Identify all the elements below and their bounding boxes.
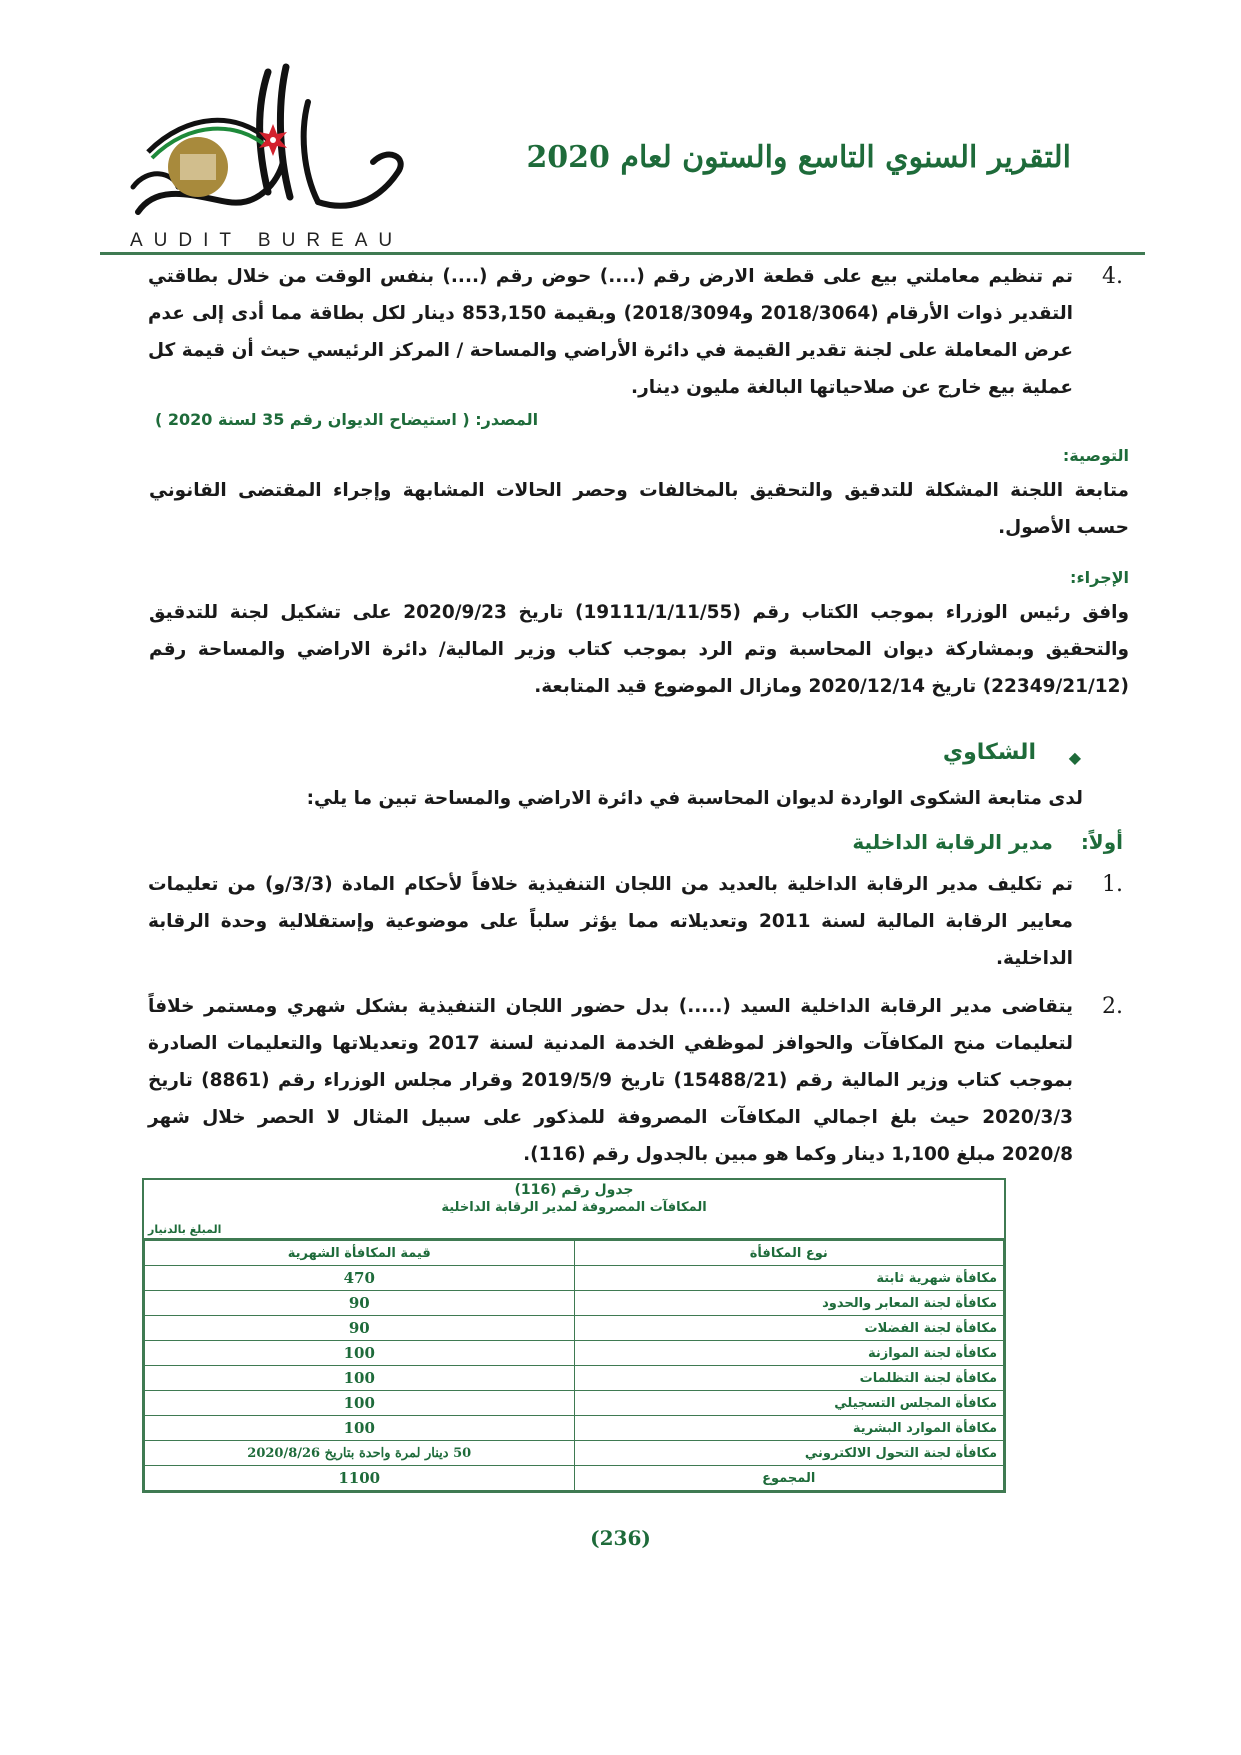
page-header [0, 0, 1241, 256]
table-row [145, 1341, 1004, 1366]
recommendation-text: متابعة اللجنة المشكلة للتدقيق والتحقيق بالمخالفات وحصر الحالات المشابهة وإجراء المقتضى القانوني حسب الأصول. [149, 480, 1129, 538]
reward-type: مكافأة شهرية ثابتة [574, 1266, 1004, 1291]
table-title: المكافآت المصروفة لمدير الرقابة الداخلية [441, 1200, 707, 1215]
logo-english-text: AUDIT BUREAU [130, 230, 404, 251]
table-total-row [145, 1466, 1004, 1491]
rewards-table [142, 1178, 1006, 1493]
reward-value: 470 [145, 1266, 575, 1291]
item-text: تم تنظيم معاملتي بيع على قطعة الارض رقم (....) حوض رقم (....) بنفس الوقت من خلال بطاقتي التقدير ذوات الأرقام (2018/3064 و2018/3094) وبقيمة 853,150 دينار لكل بطاقة مما أدى إلى عدم عرض المعاملة على لجنة تقدير القيمة في دائرة الأراضي والمساحة / المركز الرئيسي حيث أن قيمة كل عملية بيع خارج عن صلاحياتها البالغة مليون دينار. [148, 266, 1073, 398]
complaints-intro: لدى متابعة الشكوى الواردة لديوان المحاسبة في دائرة الاراضي والمساحة تبين ما يلي: [306, 788, 1083, 809]
header-type: نوع المكافأة [574, 1241, 1004, 1266]
recommendation-label: التوصية: [1062, 446, 1129, 465]
reward-value: 100 [145, 1416, 575, 1441]
reward-type: مكافأة لجنة المعابر والحدود [574, 1291, 1004, 1316]
page-number: (236) [590, 1526, 651, 1550]
reward-type: مكافأة لجنة الموازنة [574, 1341, 1004, 1366]
reward-value: 100 [145, 1366, 575, 1391]
diamond-bullet-icon: ◆ [1068, 748, 1081, 767]
table-unit: المبلغ بالدنيار [144, 1217, 1004, 1240]
reward-type: مكافأة الموارد البشرية [574, 1416, 1004, 1441]
reward-value: 100 [145, 1391, 575, 1416]
rewards-data-table [144, 1240, 1004, 1491]
reward-value: 90 [145, 1291, 575, 1316]
total-value: 1100 [145, 1466, 575, 1491]
table-row [145, 1391, 1004, 1416]
calligraphy-logo-icon [118, 62, 418, 232]
reward-type: مكافأة لجنة التظلمات [574, 1366, 1004, 1391]
table-row [145, 1316, 1004, 1341]
subsection-label: أولاً: [1080, 830, 1123, 854]
reward-type: مكافأة لجنة التحول الالكتروني [574, 1441, 1004, 1466]
complaints-heading: الشكاوي [942, 740, 1036, 765]
table-row [145, 1266, 1004, 1291]
table-row [145, 1291, 1004, 1316]
reward-value: 90 [145, 1316, 575, 1341]
reward-type: مكافأة لجنة الفضلات [574, 1316, 1004, 1341]
source-note: المصدر: ( استيضاح الديوان رقم 35 لسنة 2020 ) [155, 410, 539, 429]
item-text: يتقاضى مدير الرقابة الداخلية السيد (.....) بدل حضور اللجان التنفيذية بشكل شهري ومستمر خلافاً لتعليمات منح المكافآت والحوافز لموظفي الخدمة المدنية لسنة 2017 وتعديلاتها والتعليمات الصادرة بموجب كتاب وزير المالية رقم (15488/21) تاريخ 2019/5/9 وقرار مجلس الوزراء رقم (8861) تاريخ 2020/3/3 حيث بلغ اجمالي المكافآت المصروفة للمذكور على سبيل المثال لا الحصر خلال شهر 2020/8 مبلغ 1,100 دينار وكما هو مبين بالجدول رقم (116). [148, 996, 1073, 1165]
reward-value: 50 دينار لمرة واحدة بتاريخ 2020/8/26 [145, 1441, 575, 1466]
action-label: الإجراء: [1070, 568, 1129, 587]
item-number: 2. [1102, 994, 1123, 1019]
table-row [145, 1441, 1004, 1466]
table-number: جدول رقم (116) [514, 1182, 634, 1198]
action-text: وافق رئيس الوزراء بموجب الكتاب رقم (19111/1/11/55) تاريخ 2020/9/23 على تشكيل لجنة للتدقيق والتحقيق وبمشاركة ديوان المحاسبة وتم الرد بموجب كتاب وزير المالية/ دائرة الاراضي والمساحة رقم (22349/21/12) تاريخ 2020/12/14 ومازال الموضوع قيد المتابعة. [149, 602, 1129, 697]
header-value: قيمة المكافأة الشهرية [145, 1241, 575, 1266]
report-title: التقرير السنوي التاسع والستون لعام 2020 [526, 140, 1071, 175]
table-row [145, 1416, 1004, 1441]
audit-bureau-logo [118, 62, 418, 252]
item-text: تم تكليف مدير الرقابة الداخلية بالعديد من اللجان التنفيذية خلافاً لأحكام المادة (3/3/و) من تعليمات معايير الرقابة المالية لسنة 2011 وتعديلاته مما يؤثر سلباً على موضوعية وإستقلالية وحدة الرقابة الداخلية. [148, 874, 1073, 969]
item-number: 4. [1102, 264, 1123, 289]
subsection-heading [852, 830, 1123, 854]
finding-item-2 [148, 988, 1123, 1173]
header-divider [100, 252, 1145, 255]
table-row [145, 1366, 1004, 1391]
reward-type: مكافأة المجلس التسجيلي [574, 1391, 1004, 1416]
finding-item-4 [148, 258, 1123, 406]
total-label: المجموع [574, 1466, 1004, 1491]
finding-item-1 [148, 866, 1123, 977]
table-caption [144, 1180, 1004, 1217]
table-header-row [145, 1241, 1004, 1266]
item-number: 1. [1102, 872, 1123, 897]
reward-value: 100 [145, 1341, 575, 1366]
subsection-title: مدير الرقابة الداخلية [852, 830, 1053, 854]
